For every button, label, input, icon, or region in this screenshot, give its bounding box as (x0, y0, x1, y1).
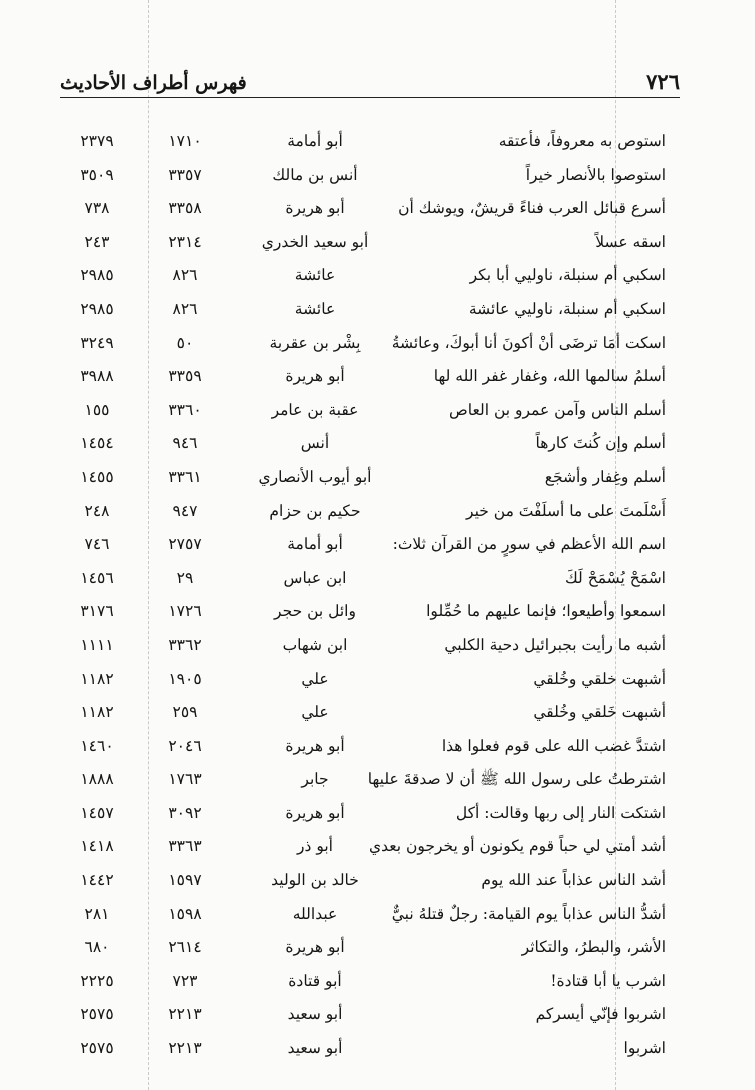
narrator-name: ابن شهاب (282, 635, 348, 654)
reference-number: ١٥٥ (84, 400, 110, 419)
hadith-number: ٧٢٣ (172, 971, 198, 990)
hadith-number: ١٥٩٧ (168, 871, 202, 890)
page-title: فهرس أطراف الأحاديث (60, 72, 247, 94)
index-row (0, 864, 755, 898)
hadith-number: ٣٣٦٠ (168, 400, 202, 419)
narrator-name: أبو قتادة (288, 971, 342, 990)
hadith-text: أسلم وإن كُنتَ كارهاً (535, 434, 666, 453)
hadith-number: ٢٥٩ (172, 703, 198, 722)
index-row (0, 898, 755, 932)
reference-number: ١١٨٢ (80, 703, 114, 722)
index-row (0, 562, 755, 596)
index-row (0, 461, 755, 495)
hadith-number: ٣٣٥٧ (168, 165, 202, 184)
hadith-number: ٢٦١٤ (168, 938, 202, 957)
narrator-name: أبو هريرة (285, 736, 345, 755)
reference-number: ١٤٦٠ (80, 736, 114, 755)
reference-number: ١٨٨٨ (80, 770, 114, 789)
index-row (0, 629, 755, 663)
reference-number: ١٤٥٧ (80, 803, 114, 822)
narrator-name: أبو أيوب الأنصاري (258, 467, 372, 486)
narrator-name: خالد بن الوليد (271, 871, 359, 890)
hadith-number: ٨٢٦ (172, 299, 198, 318)
narrator-name: بِشْر بن عقربة (269, 333, 361, 352)
narrator-name: جابر (301, 770, 329, 789)
reference-number: ٢٤٣ (84, 232, 110, 251)
index-row (0, 125, 755, 159)
index-row (0, 696, 755, 730)
hadith-number: ٩٤٦ (172, 434, 198, 453)
page-number: ٧٢٦ (646, 69, 680, 94)
hadith-text: أشدُّ الناس عذاباً يوم القيامة: رجلٌ قتلهُ نبيٌّ (391, 904, 666, 923)
reference-number: ٣١٧٦ (80, 602, 114, 621)
hadith-text: استوص به معروفاً، فأعتقه (498, 132, 666, 150)
index-row (0, 293, 755, 327)
header-rule (60, 97, 680, 98)
reference-number: ١٤٥٥ (80, 467, 114, 486)
hadith-text: أشبهت خَلقي وخُلقي (533, 703, 666, 722)
hadith-number: ٣٣٦١ (168, 467, 202, 486)
reference-number: ٢٢٢٥ (80, 971, 114, 990)
index-row (0, 394, 755, 428)
reference-number: ٢٤٨ (84, 501, 110, 520)
index-row (0, 965, 755, 999)
narrator-name: أبو سعيد الخدري (261, 232, 369, 251)
narrator-name: أنس (300, 434, 330, 453)
index-row (0, 797, 755, 831)
hadith-text: أَسْلَمتَ على ما أسلَفْتَ من خير (466, 501, 666, 520)
index-row (0, 259, 755, 293)
page-header (60, 58, 680, 94)
hadith-text: أشد أمتي لي حباً قوم يكونون أو يخرجون بعدي (369, 837, 666, 856)
narrator-name: عائشة (294, 266, 336, 285)
hadith-number: ٢٢١٣ (168, 1005, 202, 1024)
index-row (0, 730, 755, 764)
hadith-index-list (0, 125, 755, 1066)
hadith-number: ١٧٢٦ (168, 602, 202, 621)
narrator-name: أبو هريرة (285, 199, 345, 218)
index-row (0, 360, 755, 394)
narrator-name: أبو أمامة (287, 132, 343, 150)
narrator-name: أبو سعيد (287, 1005, 343, 1024)
hadith-number: ٣٠٩٢ (168, 803, 202, 822)
hadith-text: اسم الله الأعظم في سورٍ من القرآن ثلاث: (392, 535, 666, 554)
index-row (0, 159, 755, 193)
hadith-text: اسكت أمَا ترضَى أنْ أكونَ أنا أبوكَ، وعائشةُ (391, 333, 666, 352)
hadith-text: اشرب يا أبا قتادة! (550, 971, 666, 990)
index-row (0, 998, 755, 1032)
narrator-name: علي (301, 703, 329, 722)
index-row (0, 830, 755, 864)
hadith-number: ١٧٦٣ (168, 770, 202, 789)
hadith-text: استوصوا بالأنصار خيراً (525, 165, 666, 184)
reference-number: ٧٤٦ (84, 535, 110, 554)
narrator-name: أبو هريرة (285, 938, 345, 957)
hadith-number: ٣٣٥٨ (168, 199, 202, 218)
hadith-text: اشتكت النار إلى ربها وقالت: أكل (455, 803, 666, 822)
narrator-name: ابن عباس (283, 568, 347, 587)
hadith-number: ٢٧٥٧ (168, 535, 202, 554)
reference-number: ١١١١ (80, 635, 114, 654)
index-row (0, 226, 755, 260)
hadith-text: اسقه عسلاً (595, 232, 666, 251)
hadith-number: ٢٩ (176, 568, 194, 587)
hadith-number: ٨٢٦ (172, 266, 198, 285)
index-row (0, 427, 755, 461)
narrator-name: علي (301, 669, 329, 688)
hadith-text: أشبهت خلقي وخُلقي (533, 669, 666, 688)
reference-number: ٢٥٧٥ (80, 1005, 114, 1024)
hadith-text: أسرع قبائل العرب فناءً قريشٌ، ويوشك أن (398, 199, 666, 218)
hadith-text: الأشر، والبطرُ، والتكاثر (521, 938, 666, 957)
hadith-number: ٥٠ (176, 333, 194, 352)
narrator-name: أبو أمامة (287, 535, 343, 554)
reference-number: ٣٢٤٩ (80, 333, 114, 352)
hadith-text: أسلمُ سالمها الله، وغفار غفر الله لها (433, 367, 666, 386)
narrator-name: أبو ذر (297, 837, 333, 856)
hadith-text: اشتدَّ غضب الله على قوم فعلوا هذا (441, 736, 666, 755)
index-row (0, 763, 755, 797)
reference-number: ٢٣٧٩ (80, 132, 114, 150)
narrator-name: وائل بن حجر (274, 602, 356, 621)
reference-number: ٧٣٨ (84, 199, 110, 218)
hadith-number: ١٧١٠ (168, 132, 202, 150)
reference-number: ٢٩٨٥ (80, 266, 114, 285)
hadith-number: ٣٣٥٩ (168, 367, 202, 386)
reference-number: ١٤٤٢ (80, 871, 114, 890)
hadith-number: ٣٣٦٣ (168, 837, 202, 856)
reference-number: ١٤٥٦ (80, 568, 114, 587)
hadith-text: أشبه ما رأيت بجبرائيل دحية الكلبي (444, 635, 666, 654)
hadith-number: ١٩٠٥ (168, 669, 202, 688)
narrator-name: أبو سعيد (287, 1039, 343, 1058)
index-row (0, 327, 755, 361)
narrator-name: أنس بن مالك (272, 165, 358, 184)
reference-number: ٢٩٨٥ (80, 299, 114, 318)
index-row (0, 528, 755, 562)
index-row (0, 192, 755, 226)
narrator-name: أبو هريرة (285, 803, 345, 822)
narrator-name: حكيم بن حزام (269, 501, 361, 520)
reference-number: ٣٥٠٩ (80, 165, 114, 184)
hadith-text: اسمعوا وأطيعوا؛ فإنما عليهم ما حُمِّلوا (426, 602, 666, 621)
narrator-name: عائشة (294, 299, 336, 318)
index-row (0, 931, 755, 965)
index-row (0, 663, 755, 697)
reference-number: ٢٨١ (84, 904, 110, 923)
hadith-text: اشترطتُ على رسول الله ﷺ أن لا صدقةَ عليها (367, 770, 666, 789)
reference-number: ٣٩٨٨ (80, 367, 114, 386)
narrator-name: عقبة بن عامر (271, 400, 359, 419)
hadith-text: اشربوا فإنّي أيسركم (535, 1005, 666, 1024)
hadith-text: اسْمَحْ يُسْمَحْ لَكَ (564, 568, 666, 587)
index-row (0, 1032, 755, 1066)
hadith-number: ٢٢١٣ (168, 1039, 202, 1058)
hadith-number: ٣٣٦٢ (168, 635, 202, 654)
hadith-number: ٢٠٤٦ (168, 736, 202, 755)
hadith-text: أسلم الناس وآمن عمرو بن العاص (449, 400, 666, 419)
hadith-text: اسكبي أم سنبلة، ناوليي عائشة (468, 299, 666, 318)
hadith-text: اسكبي أم سنبلة، ناوليي أبا بكر (469, 266, 666, 285)
index-row (0, 495, 755, 529)
reference-number: ١٤١٨ (80, 837, 114, 856)
hadith-text: أشد الناس عذاباً عند الله يوم (481, 871, 666, 890)
index-row (0, 595, 755, 629)
narrator-name: عبدالله (292, 904, 338, 923)
reference-number: ٦٨٠ (84, 938, 110, 957)
hadith-text: أسلم وغِفار وأشجَع (544, 467, 666, 486)
reference-number: ١١٨٢ (80, 669, 114, 688)
reference-number: ٢٥٧٥ (80, 1039, 114, 1058)
hadith-number: ٩٤٧ (172, 501, 198, 520)
hadith-text: اشربوا (623, 1039, 666, 1058)
hadith-number: ١٥٩٨ (168, 904, 202, 923)
hadith-number: ٢٣١٤ (168, 232, 202, 251)
narrator-name: أبو هريرة (285, 367, 345, 386)
reference-number: ١٤٥٤ (80, 434, 114, 453)
